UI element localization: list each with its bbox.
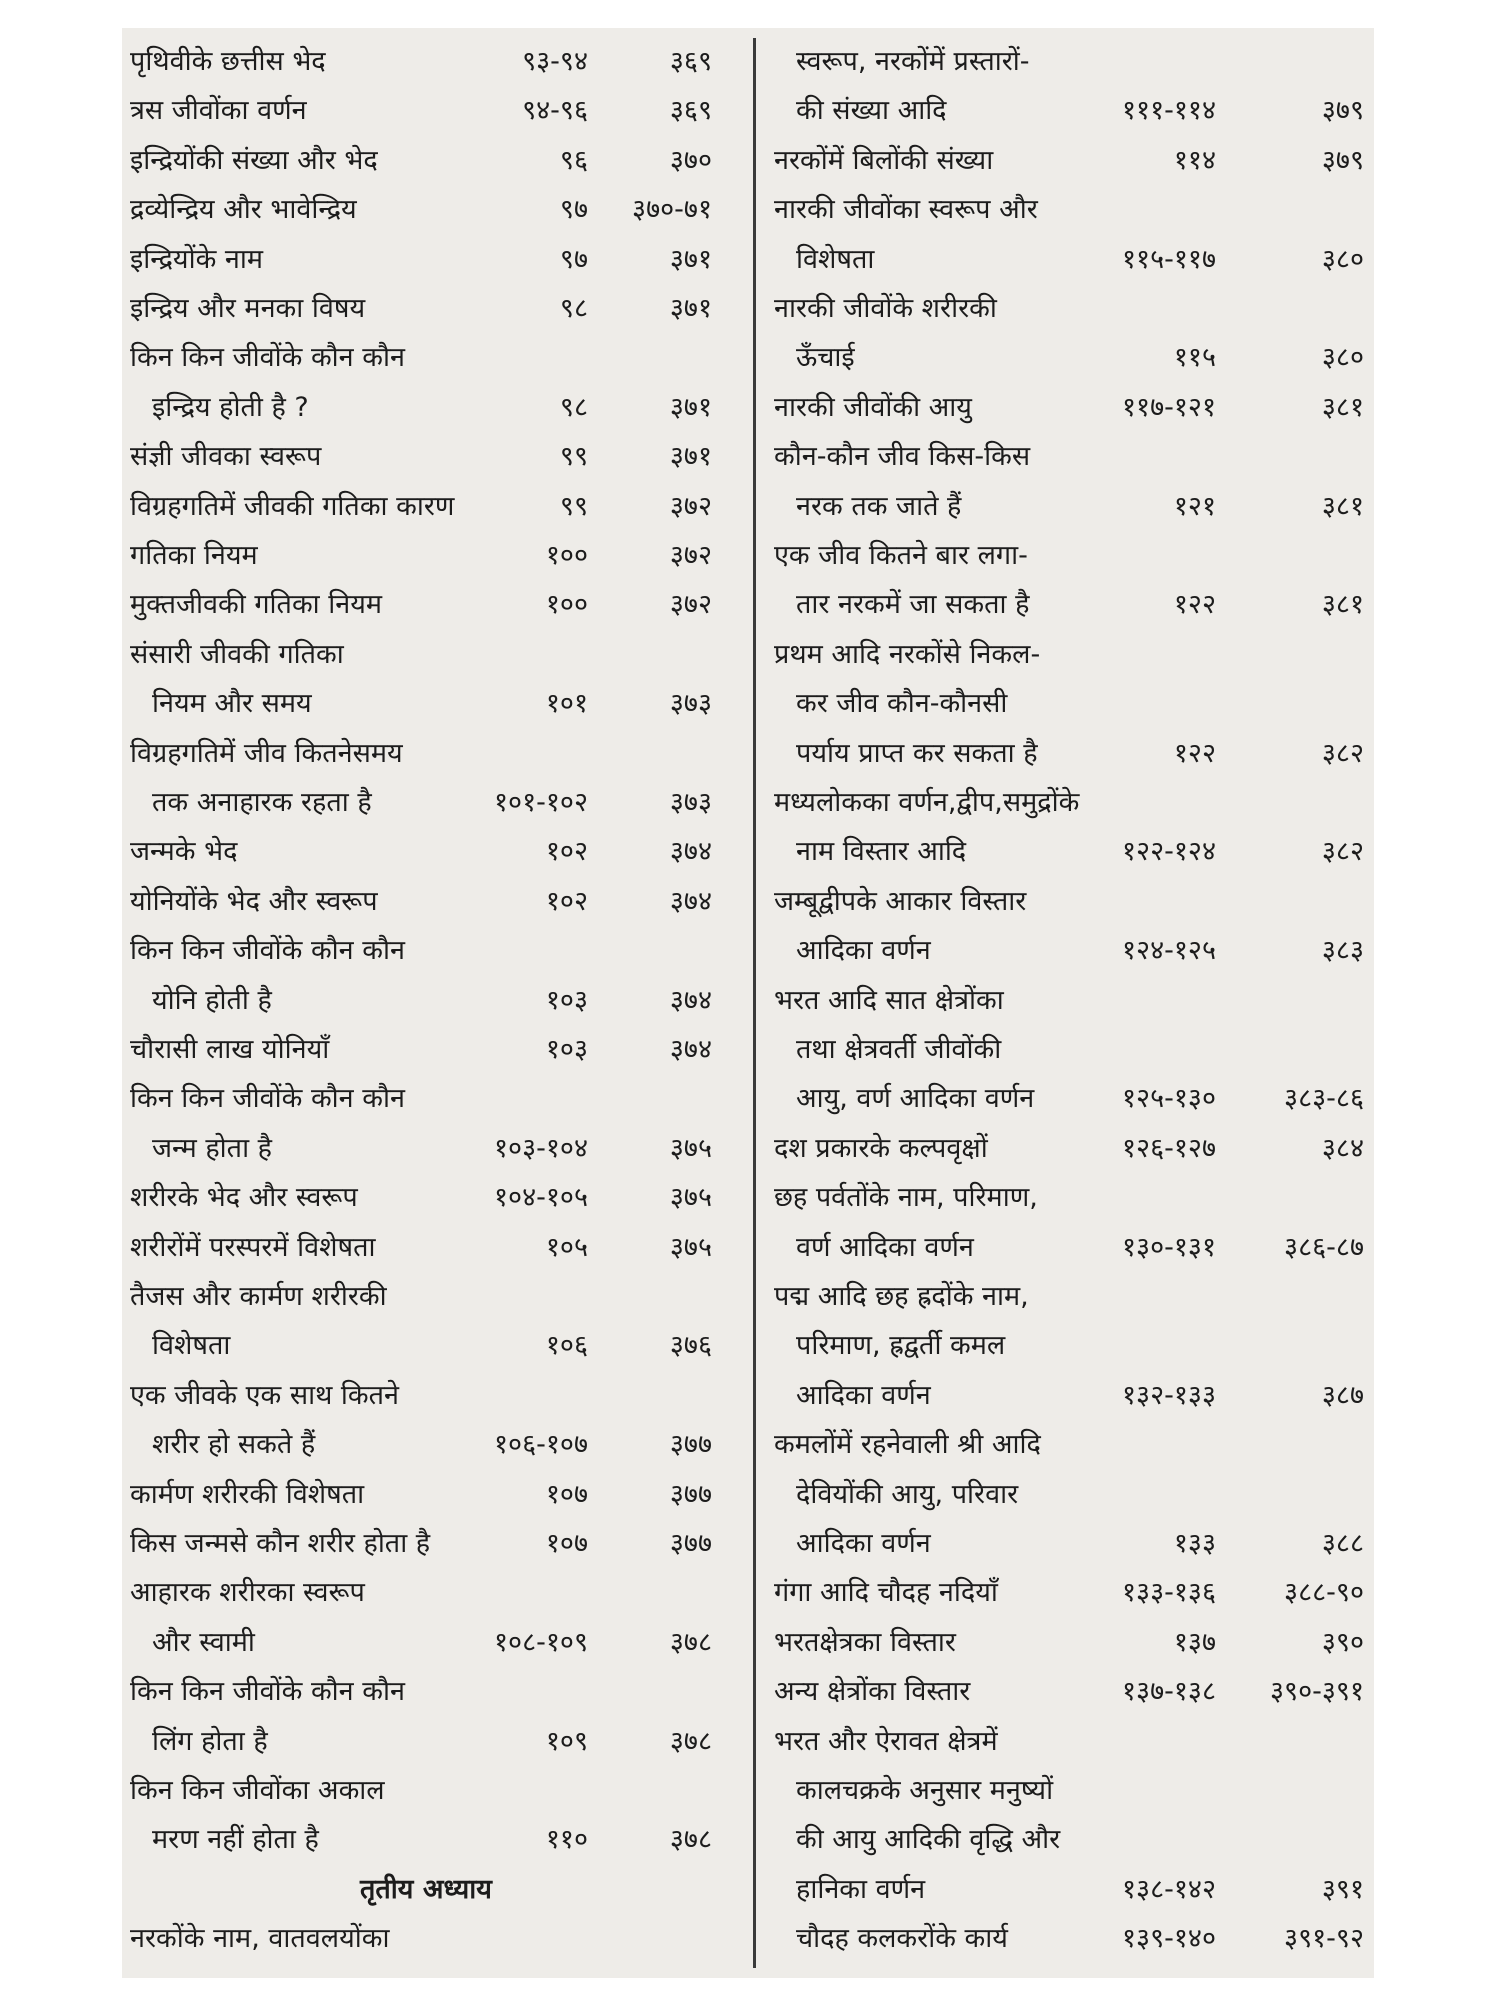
index-entry [130,487,740,527]
entry-title: नरकोंमें बिलोंकी संख्या [774,144,994,176]
entry-title: योनि होती है [152,984,272,1016]
index-entry [774,289,1368,329]
index-entry [130,734,740,774]
entry-title: तथा क्षेत्रवर्ती जीवोंकी [796,1034,1002,1065]
entry-verse-range: ९७ [559,194,588,226]
entry-page-number: ३८६-८७ [1284,1231,1364,1263]
index-entry [130,1524,740,1564]
entry-verse-range: १३०-१३१ [1122,1231,1216,1263]
entry-verse-range: ११७-१२१ [1122,391,1216,423]
index-entry [774,1771,1368,1811]
entry-page-number: ३७० [669,144,712,176]
entry-title: किन किन जीवोंका अकाल [130,1775,385,1806]
entry-verse-range: ११० [545,1824,588,1856]
entry-page-number: ३७५ [669,1231,712,1263]
index-entry [774,832,1368,872]
entry-title: कर जीव कौन-कौनसी [796,688,1008,720]
index-entry [774,1079,1368,1119]
entry-title: मध्यलोकका वर्णन,द्वीप,समुद्रोंके [774,787,1080,818]
entry-title: संसारी जीवकी गतिका [130,638,344,670]
entry-title: नारकी जीवोंके शरीरकी [774,293,997,324]
entry-verse-range: १०२ [545,885,588,917]
entry-title: की आयु आदिकी वृद्धि और [796,1824,1061,1856]
entry-title: देवियोंकी आयु, परिवार [796,1478,1019,1510]
index-entry [130,981,740,1021]
entry-title: शरीर हो सकते हैं [152,1429,316,1461]
index-entry [774,190,1368,230]
entry-page-number: ३८२ [1321,737,1364,769]
index-entry [774,1820,1368,1860]
entry-title: शरीरोंमें परस्परमें विशेषता [130,1231,376,1263]
index-entry [130,240,740,280]
entry-title: की संख्या आदि [796,95,947,127]
index-entry [130,585,740,625]
index-entry [774,1919,1368,1959]
entry-verse-range: १०१ [545,688,588,720]
entry-page-number: ३७२ [669,589,712,621]
entry-page-number: ३७६ [669,1330,712,1362]
entry-title: वर्ण आदिका वर्णन [796,1231,974,1263]
entry-title: विग्रहगतिमें जीव कितनेसमय [130,737,403,769]
entry-verse-range: १०० [545,540,588,571]
entry-title: और स्वामी [152,1626,255,1658]
index-entry [774,1524,1368,1564]
entry-title: तैजस और कार्मण शरीरकी [130,1281,387,1312]
index-entry [774,1870,1368,1910]
entry-verse-range: १३९-१४० [1122,1923,1216,1955]
index-entry [130,1425,740,1465]
entry-verse-range: ९७ [559,243,588,275]
index-entry [774,141,1368,181]
index-entry [130,1030,740,1070]
index-entry [774,1178,1368,1218]
index-entry [774,536,1368,576]
entry-verse-range: ११५-११७ [1122,243,1216,275]
entry-title: लिंग होता है [152,1725,268,1757]
entry-title: शरीरके भेद और स्वरूप [130,1182,358,1214]
index-entry [130,536,740,576]
entry-verse-range: ९९ [559,441,588,473]
entry-verse-range: १३२-१३३ [1122,1379,1216,1411]
entry-page-number: ३७२ [669,490,712,522]
entry-title: भरतक्षेत्रका विस्तार [774,1626,956,1658]
index-entry [130,1079,740,1119]
entry-page-number: ३९०-३९१ [1270,1676,1364,1708]
entry-page-number: ३८३-८६ [1284,1083,1364,1115]
entry-page-number: ३८८ [1321,1528,1364,1559]
entry-verse-range: १२२-१२४ [1122,836,1216,868]
index-entry [130,190,740,230]
entry-title: अन्य क्षेत्रोंका विस्तार [774,1676,971,1708]
entry-title: आयु, वर्ण आदिका वर्णन [796,1083,1035,1115]
index-entry [774,1672,1368,1712]
entry-title: कालचक्रके अनुसार मनुष्यों [796,1775,1054,1806]
entry-verse-range: १३७-१३८ [1122,1676,1216,1708]
index-entry [774,487,1368,527]
entry-title: किन किन जीवोंके कौन कौन [130,1083,405,1115]
entry-page-number: ३७४ [669,984,712,1016]
entry-page-number: ३८७ [1321,1379,1364,1411]
entry-title: जन्मके भेद [130,836,238,868]
entry-verse-range: १०३ [545,1034,588,1065]
index-entry [774,931,1368,971]
entry-page-number: ३८१ [1321,391,1364,423]
entry-page-number: ३७९ [1321,95,1364,127]
entry-page-number: ३७३ [669,688,712,720]
index-entry [774,1623,1368,1663]
index-entry [774,635,1368,675]
entry-verse-range: १३७ [1173,1626,1216,1658]
entry-verse-range: १३३-१३६ [1122,1577,1216,1609]
entry-title: नरक तक जाते हैं [796,490,962,522]
index-entry [774,240,1368,280]
entry-title: मुक्तजीवकी गतिका नियम [130,589,383,621]
index-entry [130,1277,740,1317]
entry-page-number: ३८० [1321,342,1364,374]
entry-title: परिमाण, ह्रद्वर्ती कमल [796,1330,1006,1362]
entry-title: छह पर्वतोंके नाम, परिमाण, [774,1182,1038,1214]
entry-title: मरण नहीं होता है [152,1824,319,1856]
entry-verse-range: १०० [545,589,588,621]
entry-verse-range: १०८-१०९ [494,1626,588,1658]
index-entry [130,931,740,971]
column-divider [753,38,756,1968]
entry-title: गंगा आदि चौदह नदियाँ [774,1577,998,1609]
index-entry [774,338,1368,378]
entry-verse-range: १०६-१०७ [494,1429,588,1461]
index-entry [774,1376,1368,1416]
entry-page-number: ३७७ [669,1528,712,1559]
entry-title: जन्म होता है [152,1132,272,1164]
entry-title: किस जन्मसे कौन शरीर होता है [130,1528,431,1559]
entry-title: द्रव्येन्द्रिय और भावेन्द्रिय [130,194,357,226]
entry-page-number: ३७४ [669,1034,712,1065]
index-entry [130,1129,740,1169]
index-entry [774,437,1368,477]
entry-verse-range: १०५ [545,1231,588,1263]
entry-title: किन किन जीवोंके कौन कौन [130,935,405,967]
entry-verse-range: ११४ [1173,144,1216,176]
entry-title: इन्द्रिय और मनका विषय [130,293,366,324]
entry-verse-range: १०२ [545,836,588,868]
entry-title: नारकी जीवोंकी आयु [774,391,972,423]
index-entry [774,1129,1368,1169]
entry-title: चौरासी लाख योनियाँ [130,1034,330,1065]
index-entry [130,635,740,675]
index-entry [130,141,740,181]
entry-page-number: ३७५ [669,1182,712,1214]
entry-title: विग्रहगतिमें जीवकी गतिका कारण [130,490,455,522]
entry-page-number: ३७०-७१ [632,194,712,226]
entry-page-number: ३७१ [669,293,712,324]
entry-title: आहारक शरीरका स्वरूप [130,1577,365,1609]
entry-page-number: ३९० [1321,1626,1364,1658]
entry-title: गतिका नियम [130,540,258,571]
entry-page-number: ३७८ [669,1824,712,1856]
entry-verse-range: १२१ [1173,490,1216,522]
entry-title: ऊँचाई [796,342,855,374]
index-entry [130,1722,740,1762]
entry-page-number: ३७४ [669,885,712,917]
entry-title: एक जीव कितने बार लगा- [774,540,1028,571]
entry-title: जम्बूद्वीपके आकार विस्तार [774,885,1027,917]
index-entry [130,1919,740,1959]
entry-title: तृतीय अध्याय [360,1873,492,1905]
entry-page-number: ३८१ [1321,490,1364,522]
entry-page-number: ३७१ [669,391,712,423]
entry-title: भरत आदि सात क्षेत्रोंका [774,984,1004,1016]
entry-title: पृथिवीके छत्तीस भेद [130,46,326,77]
entry-verse-range: १०६ [545,1330,588,1362]
index-entry [130,1820,740,1860]
index-entry [130,338,740,378]
entry-page-number: ३८८-९० [1284,1577,1364,1609]
entry-verse-range: १३३ [1173,1528,1216,1559]
entry-title: कौन-कौन जीव किस-किस [774,441,1031,473]
index-entry [774,1277,1368,1317]
entry-title: किन किन जीवोंके कौन कौन [130,1676,405,1708]
entry-title: नारकी जीवोंका स्वरूप और [774,194,1038,226]
entry-page-number: ३८१ [1321,589,1364,621]
index-entry [130,388,740,428]
entry-title: कार्मण शरीरकी विशेषता [130,1478,365,1510]
index-entry [130,882,740,922]
entry-title: इन्द्रिय होती है ? [152,391,309,423]
index-entry [774,1030,1368,1070]
entry-title: विशेषता [796,243,875,275]
index-entry [774,1326,1368,1366]
index-entry [130,783,740,823]
entry-title: स्वरूप, नरकोंमें प्रस्तारों- [796,46,1030,77]
index-entry [774,91,1368,131]
entry-title: इन्द्रियोंके नाम [130,243,264,275]
entry-title: नाम विस्तार आदि [796,836,967,868]
entry-page-number: ३७४ [669,836,712,868]
index-entry [774,585,1368,625]
entry-title: दश प्रकारके कल्पवृक्षों [774,1132,988,1164]
entry-page-number: ३७७ [669,1429,712,1461]
entry-title: आदिका वर्णन [796,1379,931,1411]
index-entry [774,42,1368,82]
entry-verse-range: १२२ [1173,737,1216,769]
entry-page-number: ३७३ [669,787,712,818]
entry-title: पद्म आदि छह ह्रदोंके नाम, [774,1281,1029,1312]
entry-title: हानिका वर्णन [796,1873,926,1905]
entry-page-number: ३७९ [1321,144,1364,176]
entry-verse-range: १२२ [1173,589,1216,621]
index-entry [130,1228,740,1268]
index-entry [130,684,740,724]
entry-page-number: ३७५ [669,1132,712,1164]
chapter-heading [130,1870,740,1910]
index-entry [130,1623,740,1663]
entry-title: नरकोंके नाम, वातवलयोंका [130,1923,390,1955]
entry-title: भरत और ऐरावत क्षेत्रमें [774,1725,998,1757]
index-entry [130,289,740,329]
entry-verse-range: १०४-१०५ [494,1182,588,1214]
index-entry [774,783,1368,823]
index-entry [130,1573,740,1613]
entry-title: किन किन जीवोंके कौन कौन [130,342,405,374]
index-entry [130,1672,740,1712]
entry-verse-range: १०९ [545,1725,588,1757]
index-entry [130,1178,740,1218]
entry-verse-range: १२५-१३० [1122,1083,1216,1115]
index-entry [774,1475,1368,1515]
entry-title: पर्याय प्राप्त कर सकता है [796,737,1038,769]
entry-title: आदिका वर्णन [796,1528,931,1559]
entry-page-number: ३७१ [669,243,712,275]
entry-page-number: ३८० [1321,243,1364,275]
entry-title: आदिका वर्णन [796,935,931,967]
index-page [122,28,1374,1978]
entry-verse-range: १०१-१०२ [494,787,588,818]
index-entry [774,388,1368,428]
entry-page-number: ३७८ [669,1725,712,1757]
entry-page-number: ३८४ [1321,1132,1364,1164]
entry-title: त्रस जीवोंका वर्णन [130,95,307,127]
index-entry [774,684,1368,724]
index-entry [130,437,740,477]
index-entry [774,882,1368,922]
entry-title: तक अनाहारक रहता है [152,787,372,818]
entry-verse-range: ९८ [559,293,588,324]
entry-page-number: ३८२ [1321,836,1364,868]
entry-page-number: ३९१ [1321,1873,1364,1905]
entry-page-number: ३९१-९२ [1284,1923,1364,1955]
entry-title: नियम और समय [152,688,312,720]
entry-verse-range: १०३-१०४ [494,1132,588,1164]
entry-page-number: ३७१ [669,441,712,473]
entry-verse-range: १२४-१२५ [1122,935,1216,967]
entry-verse-range: ९८ [559,391,588,423]
entry-page-number: ३७२ [669,540,712,571]
index-entry [774,1228,1368,1268]
entry-verse-range: ९६ [559,144,588,176]
entry-verse-range: ११५ [1173,342,1216,374]
entry-title: कमलोंमें रहनेवाली श्री आदि [774,1429,1041,1461]
entry-verse-range: १३८-१४२ [1122,1873,1216,1905]
entry-verse-range: ९९ [559,490,588,522]
index-entry [130,1376,740,1416]
entry-verse-range: १२६-१२७ [1122,1132,1216,1164]
entry-title: संज्ञी जीवका स्वरूप [130,441,322,473]
entry-title: प्रथम आदि नरकोंसे निकल- [774,638,1041,670]
entry-title: तार नरकमें जा सकता है [796,589,1030,621]
entry-verse-range: १०७ [545,1528,588,1559]
index-entry [774,1425,1368,1465]
entry-verse-range: १०३ [545,984,588,1016]
index-entry [774,981,1368,1021]
entry-verse-range: १११-११४ [1122,95,1216,127]
entry-title: योनियोंके भेद और स्वरूप [130,885,378,917]
entry-verse-range: १०७ [545,1478,588,1510]
entry-title: चौदह कलकरोंके कार्य [796,1923,1008,1955]
index-entry [130,91,740,131]
entry-page-number: ३७८ [669,1626,712,1658]
entry-title: विशेषता [152,1330,231,1362]
entry-page-number: ३८३ [1321,935,1364,967]
index-entry [774,1722,1368,1762]
index-entry [774,1573,1368,1613]
index-entry [130,1475,740,1515]
entry-verse-range: ९४-९६ [522,95,588,127]
entry-verse-range: ९३-९४ [522,46,588,77]
entry-page-number: ३६९ [669,95,712,127]
entry-title: इन्द्रियोंकी संख्या और भेद [130,144,378,176]
index-entry [130,42,740,82]
entry-page-number: ३७७ [669,1478,712,1510]
index-entry [130,1326,740,1366]
index-entry [774,734,1368,774]
entry-page-number: ३६९ [669,46,712,77]
index-entry [130,832,740,872]
entry-title: एक जीवके एक साथ कितने [130,1379,400,1411]
index-entry [130,1771,740,1811]
